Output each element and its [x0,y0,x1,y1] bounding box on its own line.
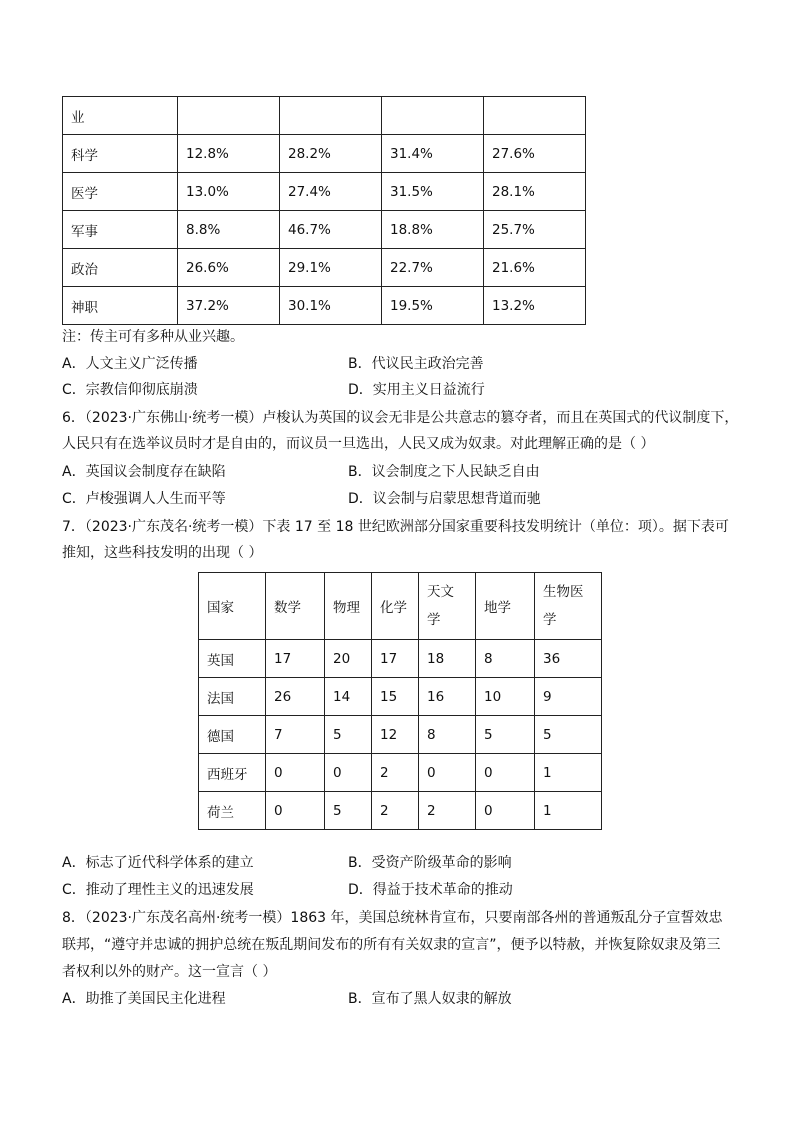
table-note: 注：传主可有多种从业兴趣。 [62,329,244,345]
table-cell [484,97,586,135]
table-cell: 0 [325,754,372,792]
table-cell: 22.7% [382,249,484,287]
table-cell: 21.6% [484,249,586,287]
table-cell: 荷兰 [199,792,266,830]
table-cell: 0 [419,754,476,792]
table-cell: 25.7% [484,211,586,249]
table-cell: 17 [266,640,325,678]
table-cell: 12.8% [178,135,280,173]
table-cell: 业 [63,97,178,135]
table-cell: 26 [266,678,325,716]
table-cell [280,97,382,135]
question-text: 推知，这些科技发明的出现（ ） [62,545,263,561]
table-row [199,640,602,678]
header-cell: 物理 [325,573,372,640]
option-b[interactable]: B．受资产阶级革命的影响 [348,855,512,871]
table-cell: 2 [372,754,419,792]
table-row [199,754,602,792]
table-row [199,792,602,830]
table-cell: 1 [535,792,602,830]
option-c[interactable]: C．推动了理性主义的迅速发展 [62,882,254,898]
option-b[interactable]: B．议会制度之下人民缺乏自由 [348,464,540,480]
option-a[interactable]: A．英国议会制度存在缺陷 [62,464,226,480]
table-cell: 8 [419,716,476,754]
table-cell: 5 [476,716,535,754]
table-cell: 13.2% [484,287,586,325]
option-c[interactable]: C．宗教信仰彻底崩溃 [62,382,198,398]
table-cell: 7 [266,716,325,754]
option-d[interactable]: D．议会制与启蒙思想背道而驰 [348,491,541,507]
table-cell: 法国 [199,678,266,716]
table-cell: 18.8% [382,211,484,249]
table-cell: 37.2% [178,287,280,325]
table-cell: 27.4% [280,173,382,211]
invention-table [198,572,602,830]
table-cell: 29.1% [280,249,382,287]
option-a[interactable]: A．人文主义广泛传播 [62,356,198,372]
question-text: 6．（2023·广东佛山·统考一模）卢梭认为英国的议会无非是公共意志的篡夺者，而且在英国式的代议制度下， [62,410,739,426]
table-cell [178,97,280,135]
table-cell: 2 [372,792,419,830]
table-cell: 17 [372,640,419,678]
table-cell: 医学 [63,173,178,211]
table-row [199,716,602,754]
table-cell: 31.5% [382,173,484,211]
table-cell: 18 [419,640,476,678]
table-cell: 0 [266,792,325,830]
table-cell: 科学 [63,135,178,173]
table-row [63,173,586,211]
option-a[interactable]: A．标志了近代科学体系的建立 [62,855,254,871]
table-cell: 9 [535,678,602,716]
table-cell: 28.2% [280,135,382,173]
question-text: 人民只有在选举议员时才是自由的，而议员一旦选出，人民又成为奴隶。对此理解正确的是（ ） [62,436,655,452]
table-row [63,249,586,287]
header-cell: 生物医 学 [535,573,602,640]
occupation-table [62,96,586,325]
table-cell: 德国 [199,716,266,754]
table-cell: 8 [476,640,535,678]
table-cell: 14 [325,678,372,716]
table-cell: 0 [476,792,535,830]
table-cell: 2 [419,792,476,830]
table-cell: 英国 [199,640,266,678]
table-cell: 5 [535,716,602,754]
table-cell: 西班牙 [199,754,266,792]
header-cell: 天文 学 [419,573,476,640]
table-cell: 30.1% [280,287,382,325]
table-cell: 19.5% [382,287,484,325]
table-cell: 46.7% [280,211,382,249]
table-cell: 20 [325,640,372,678]
table-cell: 0 [476,754,535,792]
table-row [63,287,586,325]
table-cell: 8.8% [178,211,280,249]
table-cell: 10 [476,678,535,716]
table-cell: 31.4% [382,135,484,173]
header-cell: 数学 [266,573,325,640]
table-cell: 0 [266,754,325,792]
table-row [199,678,602,716]
table-header-row [199,573,602,640]
option-d[interactable]: D．实用主义日益流行 [348,382,485,398]
table-cell: 政治 [63,249,178,287]
option-d[interactable]: D．得益于技术革命的推动 [348,882,513,898]
table-cell: 神职 [63,287,178,325]
option-b[interactable]: B．代议民主政治完善 [348,356,484,372]
table-cell: 15 [372,678,419,716]
table-row [63,211,586,249]
table-cell: 13.0% [178,173,280,211]
header-cell: 地学 [476,573,535,640]
table-cell: 16 [419,678,476,716]
question-text: 8．（2023·广东茂名高州·统考一模）1863 年，美国总统林肯宣布，只要南部各州的普通叛乱分子宣誓效忠 [62,910,723,926]
question-text: 者权利以外的财产。这一宣言（ ） [62,964,277,980]
table-cell: 5 [325,792,372,830]
table-cell: 5 [325,716,372,754]
header-cell: 化学 [372,573,419,640]
option-b[interactable]: B．宣布了黑人奴隶的解放 [348,991,512,1007]
option-a[interactable]: A．助推了美国民主化进程 [62,991,226,1007]
header-cell: 国家 [199,573,266,640]
table-cell: 27.6% [484,135,586,173]
table-cell: 26.6% [178,249,280,287]
option-c[interactable]: C．卢梭强调人人生而平等 [62,491,226,507]
table-row [63,97,586,135]
table-cell: 36 [535,640,602,678]
table-cell: 1 [535,754,602,792]
table-cell: 12 [372,716,419,754]
question-text: 联邦，“遵守并忠诚的拥护总统在叛乱期间发布的所有有关奴隶的宣言”，便予以特赦，并恢复除奴隶及第三 [62,937,721,953]
question-text: 7．（2023·广东茂名·统考一模）下表 17 至 18 世纪欧洲部分国家重要科技发明统计（单位：项）。据下表可 [62,519,729,535]
table-cell: 28.1% [484,173,586,211]
table-cell: 军事 [63,211,178,249]
table-cell [382,97,484,135]
table-row [63,135,586,173]
